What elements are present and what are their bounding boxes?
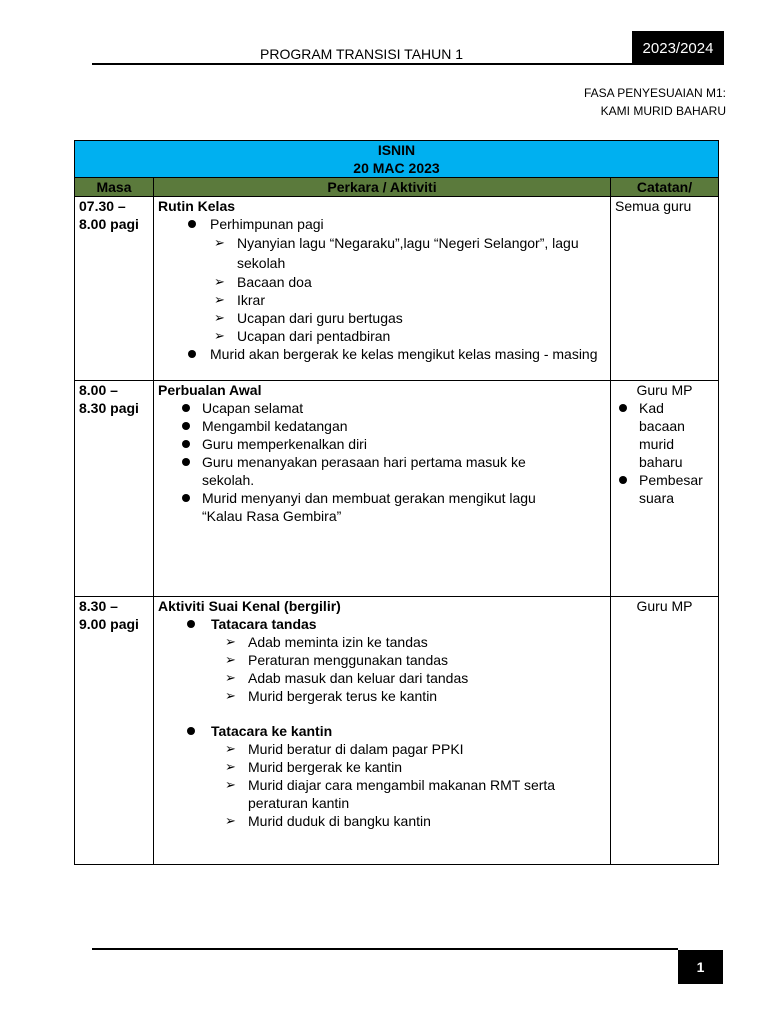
header-rule xyxy=(92,63,632,65)
sub-list-item: ➢ Peraturan menggunakan tandas xyxy=(158,651,606,669)
schedule-table xyxy=(74,140,719,865)
note-label: Guru MP xyxy=(636,382,693,398)
activity-cell xyxy=(154,597,611,865)
time-start: 8.00 – xyxy=(79,382,118,398)
footer-rule xyxy=(92,948,678,950)
sub-list-item: ➢ Murid duduk di bangku kantin xyxy=(158,812,606,830)
year-badge: 2023/2024 xyxy=(632,31,724,65)
sub-list-item: ➢ Adab meminta izin ke tandas xyxy=(158,633,606,651)
time-end: 8.00 pagi xyxy=(79,216,139,232)
list-item: Perhimpunan pagi xyxy=(158,215,606,233)
phase-line-1: FASA PENYESUAIAN M1: xyxy=(583,86,726,100)
note-item: Pembesar suara xyxy=(615,471,714,507)
table-row xyxy=(75,381,719,597)
phase-line-2: KAMI MURID BAHARU xyxy=(600,104,726,118)
sub-list-item: ➢ Bacaan doa xyxy=(158,273,606,291)
list-item: Ucapan selamat xyxy=(158,399,606,417)
phase-label xyxy=(584,84,726,120)
time-end: 8.30 pagi xyxy=(79,400,139,416)
time-end: 9.00 pagi xyxy=(79,616,139,632)
list-item: Guru menanyakan perasaan hari pertama masuk ke sekolah. xyxy=(158,453,606,489)
sub-list-item: ➢ Murid bergerak terus ke kantin xyxy=(158,687,606,705)
note-cell xyxy=(611,381,719,597)
list-item: Murid akan bergerak ke kelas mengikut kelas masing - masing xyxy=(158,345,606,363)
column-header-row xyxy=(75,178,719,197)
column-header: Masa xyxy=(75,178,154,197)
activity-heading: Rutin Kelas xyxy=(158,198,236,214)
day-label: ISNIN xyxy=(377,142,416,158)
activity-heading: Aktiviti Suai Kenal (bergilir) xyxy=(158,598,341,614)
note-item: Kad bacaan murid baharu xyxy=(615,399,714,471)
time-cell xyxy=(75,597,154,865)
list-item: Mengambil kedatangan xyxy=(158,417,606,435)
column-header: Catatan/ xyxy=(611,178,719,197)
sub-list-item: ➢ Murid diajar cara mengambil makanan RMT serta peraturan kantin xyxy=(158,776,606,812)
page-number: 1 xyxy=(678,950,723,984)
list-item: Guru memperkenalkan diri xyxy=(158,435,606,453)
time-start: 07.30 – xyxy=(79,198,126,214)
group-title: Tatacara tandas xyxy=(158,615,606,633)
sub-list-item: ➢ Murid bergerak ke kantin xyxy=(158,758,606,776)
table-row xyxy=(75,197,719,381)
table-row xyxy=(75,597,719,865)
group-title: Tatacara ke kantin xyxy=(158,722,606,740)
note-cell: Semua guru xyxy=(611,197,719,381)
activity-cell xyxy=(154,197,611,381)
time-cell xyxy=(75,381,154,597)
activity-cell xyxy=(154,381,611,597)
time-start: 8.30 – xyxy=(79,598,118,614)
column-header: Perkara / Aktiviti xyxy=(154,178,611,197)
sub-list-item: ➢ Murid beratur di dalam pagar PPKI xyxy=(158,740,606,758)
sub-list-item: ➢ Ucapan dari pentadbiran xyxy=(158,327,606,345)
list-item: Murid menyanyi dan membuat gerakan mengikut lagu “Kalau Rasa Gembira” xyxy=(158,489,606,525)
document-title: PROGRAM TRANSISI TAHUN 1 xyxy=(260,46,464,62)
day-header xyxy=(75,141,719,178)
activity-heading: Perbualan Awal xyxy=(158,382,262,398)
sub-list-item: ➢ Ikrar xyxy=(158,291,606,309)
time-cell xyxy=(75,197,154,381)
date-label: 20 MAC 2023 xyxy=(353,160,440,176)
note-cell: Guru MP xyxy=(611,597,719,865)
sub-list-item: ➢ Ucapan dari guru bertugas xyxy=(158,309,606,327)
sub-list-item: ➢ Adab masuk dan keluar dari tandas xyxy=(158,669,606,687)
sub-list-item: ➢ Nyanyian lagu “Negaraku”,lagu “Negeri Selangor”, lagu sekolah xyxy=(158,233,606,273)
